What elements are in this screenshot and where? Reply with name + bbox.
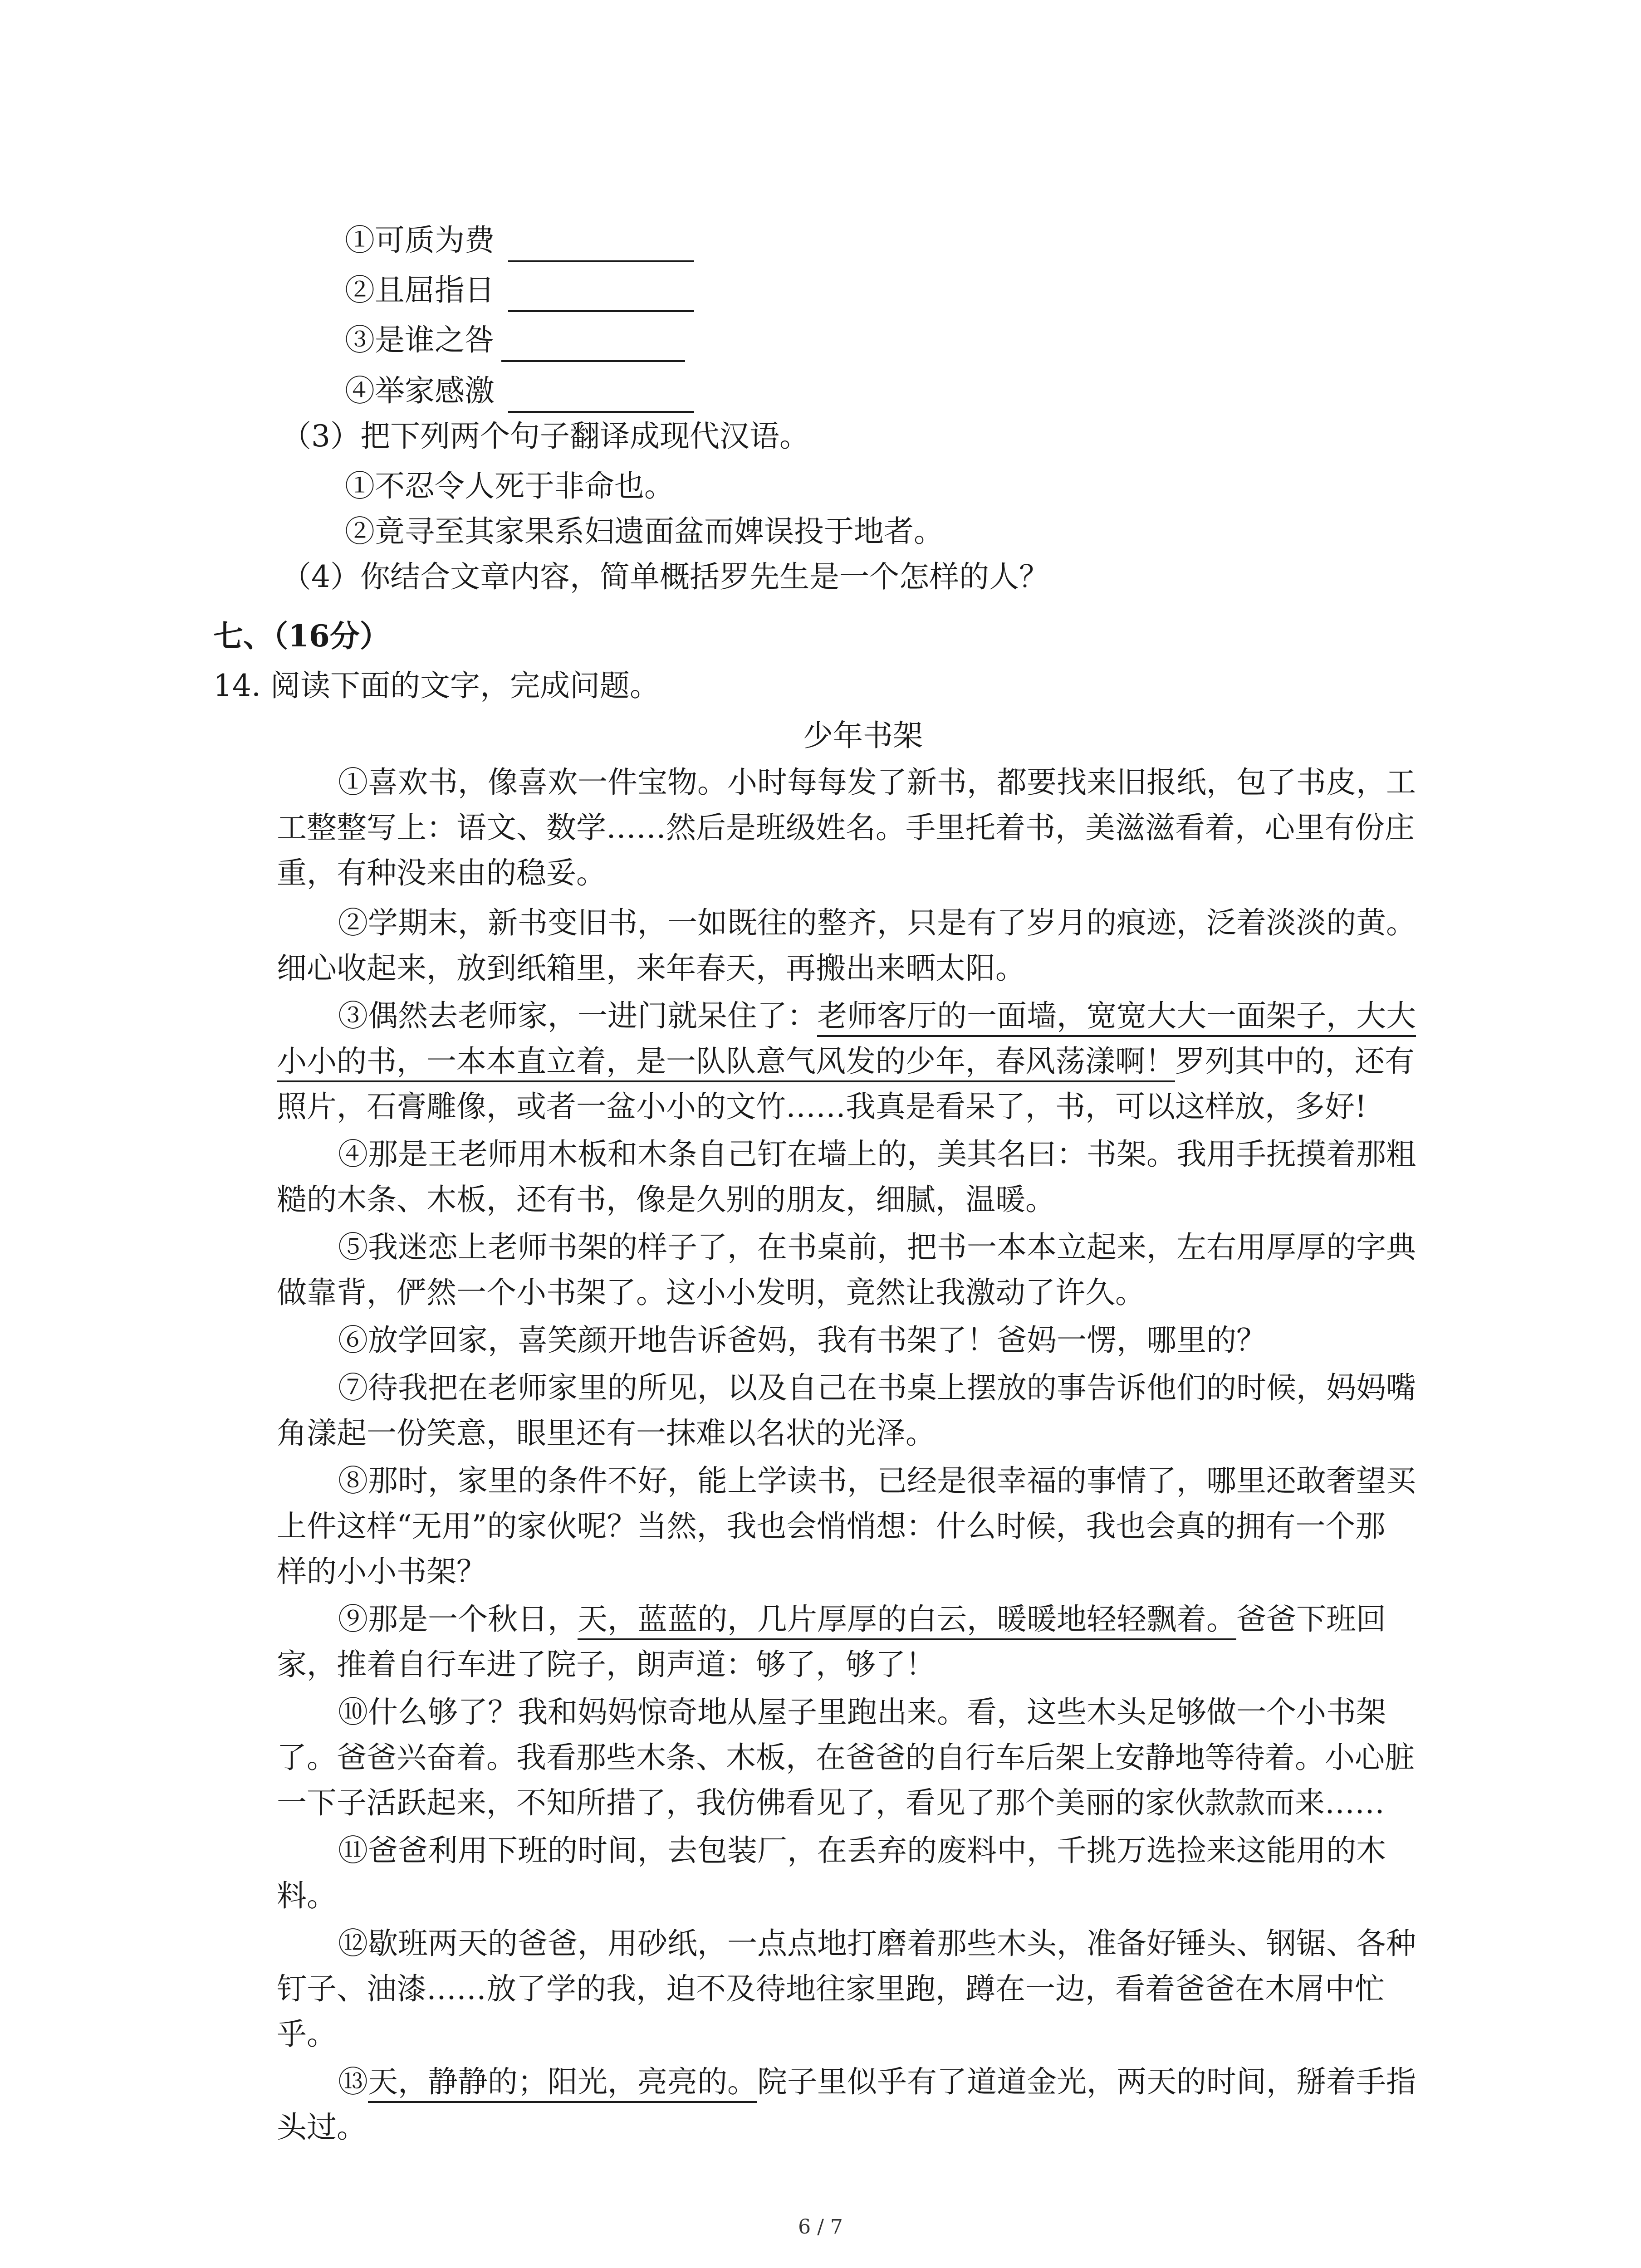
paragraph-8-line-3: 样的小小书架？ xyxy=(277,1554,486,1589)
paragraph-3-line-2-plain: 罗列其中的，还有 xyxy=(1175,1044,1415,1079)
question-4: （4）你结合文章内容，简单概括罗先生是一个怎样的人？ xyxy=(281,559,1049,594)
question-3-sentence-2: ②竟寻至其家果系妇遗面盆而婢误投于地者。 xyxy=(345,514,944,549)
answer-blank-2 xyxy=(508,310,694,312)
paragraph-13-line-1 xyxy=(338,2064,1416,2100)
paragraph-10-line-3: 一下子活跃起来，不知所措了，我仿佛看见了，看见了那个美丽的家伙款款而来…… xyxy=(277,1785,1385,1820)
paragraph-9-line-1-end: 爸爸下班回 xyxy=(1236,1602,1386,1637)
paragraph-3-line-2 xyxy=(277,1043,1415,1080)
paragraph-13-marker: ⑬ xyxy=(338,2064,368,2099)
paragraph-10-line-1: ⑩什么够了？我和妈妈惊奇地从屋子里跑出来。看，这些木头足够做一个小书架 xyxy=(338,1695,1386,1730)
paragraph-12-line-1: ⑫歇班两天的爸爸，用砂纸，一点点地打磨着那些木头，准备好锤头、钢锯、各种 xyxy=(338,1926,1416,1961)
underlined-sentence-3: 天，静静的；阳光，亮亮的。 xyxy=(368,2064,757,2103)
passage-title: 少年书架 xyxy=(803,718,923,753)
paragraph-12-line-3: 乎。 xyxy=(277,2017,337,2052)
paragraph-7-line-2: 角漾起一份笑意，眼里还有一抹难以名状的光泽。 xyxy=(277,1416,936,1451)
paragraph-7-line-1: ⑦待我把在老师家里的所见，以及自己在书桌上摆放的事告诉他们的时候，妈妈嘴 xyxy=(338,1370,1416,1405)
item-3: ③是谁之咎 xyxy=(345,323,495,357)
page-number: 6 / 7 xyxy=(798,2215,843,2239)
answer-blank-1 xyxy=(508,260,694,262)
paragraph-12-line-2: 钉子、油漆……放了学的我，迫不及待地往家里跑，蹲在一边，看着爸爸在木屑中忙 xyxy=(277,1971,1385,2006)
question-3: （3）把下列两个句子翻译成现代汉语。 xyxy=(281,419,809,454)
underlined-sentence-1a: 老师客厅的一面墙，宽宽大大一面架子，大大 xyxy=(817,998,1416,1037)
paragraph-5-line-1: ⑤我迷恋上老师书架的样子了，在书桌前，把书一本本立起来，左右用厚厚的字典 xyxy=(338,1230,1416,1265)
answer-blank-3 xyxy=(501,360,685,362)
paragraph-2-line-1: ②学期末，新书变旧书，一如既往的整齐，只是有了岁月的痕迹，泛着淡淡的黄。 xyxy=(338,905,1416,940)
paragraph-8-line-1: ⑧那时，家里的条件不好，能上学读书，已经是很幸福的事情了，哪里还敢奢望买 xyxy=(338,1463,1416,1498)
paragraph-1-line-3: 重，有种没来由的稳妥。 xyxy=(277,855,606,890)
paragraph-10-line-2: 了。爸爸兴奋着。我看那些木条、木板，在爸爸的自行车后架上安静地等待着。小心脏 xyxy=(277,1740,1415,1775)
paragraph-3-line-1 xyxy=(338,998,1416,1034)
item-2: ②且屈指日 xyxy=(345,273,495,308)
paragraph-3-line-3: 照片，石膏雕像，或者一盆小小的文竹……我真是看呆了，书，可以这样放，多好! xyxy=(277,1089,1367,1124)
paragraph-13-line-1-end: 院子里似乎有了道道金光，两天的时间，掰着手指 xyxy=(757,2064,1416,2099)
paragraph-9-line-1 xyxy=(338,1601,1386,1637)
item-1: ①可质为费 xyxy=(345,223,495,258)
item-4: ④举家感激 xyxy=(345,373,495,408)
paragraph-1-line-1: ①喜欢书，像喜欢一件宝物。小时每每发了新书，都要找来旧报纸，包了书皮，工 xyxy=(338,765,1416,800)
paragraph-4-line-2: 糙的木条、木板，还有书，像是久别的朋友，细腻，温暖。 xyxy=(277,1182,1055,1217)
paragraph-2-line-2: 细心收起来，放到纸箱里，来年春天，再搬出来晒太阳。 xyxy=(277,951,1025,986)
paragraph-13-line-2: 头过。 xyxy=(277,2110,367,2145)
paragraph-11-line-2: 料。 xyxy=(277,1878,337,1913)
paragraph-9-line-2: 家，推着自行车进了院子，朗声道：够了，够了！ xyxy=(277,1647,936,1682)
underlined-sentence-2: 天，蓝蓝的，几片厚厚的白云，暖暖地轻轻飘着。 xyxy=(578,1602,1236,1640)
paragraph-4-line-1: ④那是王老师用木板和木条自己钉在墙上的，美其名曰：书架。我用手抚摸着那粗 xyxy=(338,1137,1416,1172)
question-14: 14. 阅读下面的文字，完成问题。 xyxy=(213,668,660,703)
paragraph-6-line-1: ⑥放学回家，喜笑颜开地告诉爸妈，我有书架了！爸妈一愣，哪里的？ xyxy=(338,1323,1266,1358)
paragraph-1-line-2: 工整整写上：语文、数学……然后是班级姓名。手里托着书，美滋滋看着，心里有份庄 xyxy=(277,810,1415,845)
paragraph-11-line-1: ⑪爸爸利用下班的时间，去包装厂，在丢弃的废料中，千挑万选捡来这能用的木 xyxy=(338,1833,1386,1868)
paragraph-3-line-1-plain: ③偶然去老师家，一进门就呆住了： xyxy=(338,998,817,1033)
paragraph-5-line-2: 做靠背，俨然一个小书架了。这小小发明，竟然让我激动了许久。 xyxy=(277,1275,1145,1310)
answer-blank-4 xyxy=(508,411,694,413)
underlined-sentence-1b: 小小的书，一本本直立着，是一队队意气风发的少年，春风荡漾啊！ xyxy=(277,1044,1175,1082)
paragraph-9-line-1-start: ⑨那是一个秋日， xyxy=(338,1602,578,1637)
paragraph-8-line-2: 上件这样“无用”的家伙呢？当然，我也会悄悄想：什么时候，我也会真的拥有一个那 xyxy=(277,1509,1386,1544)
question-3-sentence-1: ①不忍令人死于非命也。 xyxy=(345,469,674,503)
section-heading: 七、（16分） xyxy=(213,618,390,654)
